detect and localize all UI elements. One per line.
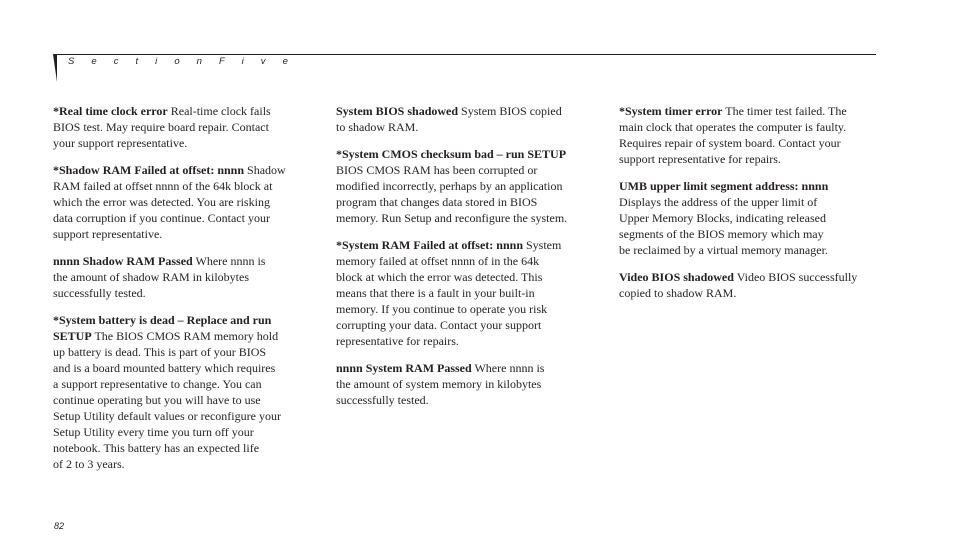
column-2	[336, 103, 598, 419]
entry-term: *Shadow RAM Failed at offset: nnnn	[53, 162, 245, 177]
entry-system-timer-error	[619, 103, 881, 167]
entry-term: System BIOS shadowed	[336, 104, 459, 118]
header-tick-mark	[53, 54, 57, 82]
entry-system-battery-dead	[53, 312, 313, 473]
entry-term: nnnn Shadow RAM Passed	[53, 253, 193, 268]
entry-text: Where nnnn is the amount of system memory in kilobytes successfully tested.	[336, 360, 545, 407]
entry-text: System memory failed at offset nnnn of in the 64k block at which the error was detected. This means that there is a fault in your built-in memory. If you continue to operate you risk corrupting your data. Contact your support representative for repairs.	[336, 237, 562, 349]
entry-shadow-ram-failed	[53, 162, 313, 242]
entry-real-time-clock-error	[53, 103, 313, 151]
header-rule	[54, 54, 876, 55]
entry-text: The BIOS CMOS RAM memory hold up battery is dead. This is part of your BIOS and is a board mounted battery which requires a support representative to change. You can continue operating but you will have to use Setup Utility default values or reconfigure your Setup Utility every time you turn off your notebook. This battery has an expected life of 2 to 3 years.	[53, 328, 281, 472]
entry-text: BIOS CMOS RAM has been corrupted or modified incorrectly, perhaps by an application program that changes data stored in BIOS memory. Run Setup and reconfigure the system.	[336, 162, 568, 226]
entry-term: *System battery is dead – Replace and run SETUP	[53, 312, 272, 343]
entry-term: Video BIOS shadowed	[619, 269, 734, 284]
entry-system-ram-passed	[336, 360, 598, 408]
entry-term: *System RAM Failed at offset: nnnn	[336, 237, 523, 252]
section-label: S e c t i o n F i v e	[68, 56, 296, 67]
column-1	[53, 103, 313, 483]
entry-text: Where nnnn is the amount of shadow RAM in kilobytes successfully tested.	[53, 253, 266, 300]
entry-system-cmos-checksum-bad	[336, 146, 598, 226]
entry-text: Displays the address of the upper limit of Upper Memory Blocks, indicating released segments of the BIOS memory which may be reclaimed by a virtual memory manager.	[619, 194, 828, 258]
entry-shadow-ram-passed	[53, 253, 313, 301]
entry-term: *Real time clock error	[53, 104, 168, 118]
entry-term: *System timer error	[619, 104, 723, 118]
entry-term: UMB upper limit segment address: nnnn	[619, 178, 829, 193]
column-3	[619, 103, 881, 312]
entry-system-bios-shadowed	[336, 103, 598, 135]
page-number: 82	[54, 521, 65, 531]
entry-term: *System CMOS checksum bad – run SETUP	[336, 146, 567, 161]
entry-umb-upper-limit	[619, 178, 881, 258]
entry-text: Real-time clock fails BIOS test. May require board repair. Contact your support representative.	[53, 104, 271, 151]
entry-text: Shadow RAM failed at offset nnnn of the 64k block at which the error was detected. You are risking data corruption if you continue. Contact your support representative.	[53, 162, 286, 242]
entry-video-bios-shadowed	[619, 269, 881, 301]
entry-term: nnnn System RAM Passed	[336, 360, 472, 375]
entry-text: System BIOS copied to shadow RAM.	[336, 104, 562, 135]
entry-text: Video BIOS successfully copied to shadow RAM.	[619, 269, 858, 300]
entry-text: The timer test failed. The main clock that operates the computer is faulty. Requires repair of system board. Contact your support representative for repairs.	[619, 104, 847, 167]
entry-system-ram-failed	[336, 237, 598, 350]
